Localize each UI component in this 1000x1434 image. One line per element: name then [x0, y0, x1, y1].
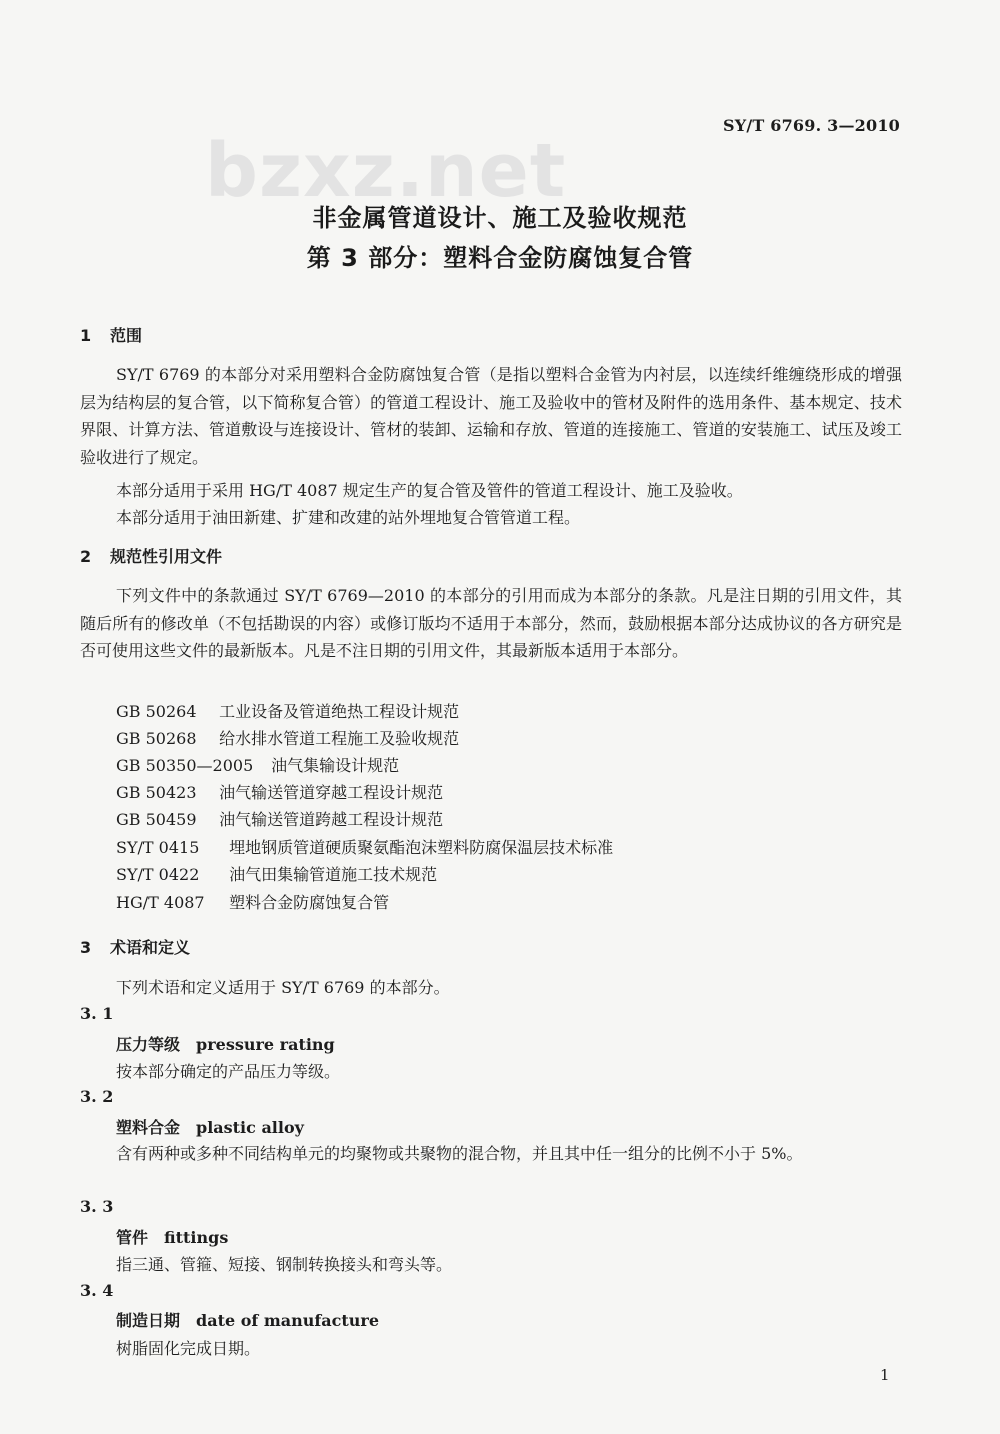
reference-code: SY/T 0422 — [116, 865, 200, 884]
scope-paragraph-2: 本部分适用于采用 HG/T 4087 规定生产的复合管及管件的管道工程设计、施工及验收。 — [116, 481, 743, 500]
reference-code: GB 50264 — [116, 702, 197, 721]
reference-name: 油气集输设计规范 — [271, 756, 400, 775]
watermark: bzxz.net — [205, 128, 567, 214]
references-intro: 下列文件中的条款通过 SY/T 6769—2010 的本部分的引用而成为本部分的条款。凡是注日期的引用文件，其随后所有的修改单（不包括勘误的内容）或修订版均不适用于本部分，然而，鼓励根据本部分达成协议的各方研究是否可使用这些文件的最新版本。凡是不注日期的引用文件，其最新版本适用于本部分。 — [80, 586, 902, 660]
term-definition: 含有两种或多种不同结构单元的均聚物或共聚物的混合物，并且其中任一组分的比例不小于 5%。 — [116, 1144, 803, 1163]
term-chinese: 管件 — [116, 1228, 149, 1247]
term-heading — [116, 1115, 304, 1138]
document-title-line1: 非金属管道设计、施工及验收规范 — [312, 204, 688, 232]
term-english: fittings — [164, 1228, 229, 1247]
section-title: 范围 — [110, 326, 143, 345]
term-heading — [116, 1225, 228, 1248]
reference-name: 油气田集输管道施工技术规范 — [229, 865, 438, 884]
reference-name: 油气输送管道穿越工程设计规范 — [219, 783, 444, 802]
section-heading-3 — [80, 935, 190, 958]
reference-item — [116, 699, 459, 722]
standard-code: SY/T 6769. 3—2010 — [722, 116, 900, 135]
section-number: 1 — [80, 326, 92, 345]
scope-paragraph-3: 本部分适用于油田新建、扩建和改建的站外埋地复合管管道工程。 — [116, 508, 581, 527]
reference-code: GB 50268 — [116, 729, 197, 748]
term-heading — [116, 1032, 335, 1055]
term-heading — [116, 1308, 379, 1331]
section-number: 2 — [80, 547, 92, 566]
term-definition: 树脂固化完成日期。 — [116, 1339, 261, 1358]
term-number: 3. 2 — [80, 1087, 114, 1106]
section-heading-2 — [80, 544, 222, 567]
term-definition: 按本部分确定的产品压力等级。 — [116, 1062, 341, 1081]
reference-item — [116, 835, 613, 858]
scope-paragraph-1: SY/T 6769 的本部分对采用塑料合金防腐蚀复合管（是指以塑料合金管为内衬层，以连续纤维缠绕形成的增强层为结构层的复合管，以下简称复合管）的管道工程设计、施工及验收中的管材及附件的选用条件、基本规定、技术界限、计算方法、管道敷设与连接设计、管材的装卸、运输和存放、管道的连接施工、管道的安装施工、试压及竣工验收进行了规定。 — [80, 365, 902, 467]
reference-name: 工业设备及管道绝热工程设计规范 — [219, 702, 460, 721]
reference-code: HG/T 4087 — [116, 893, 205, 912]
reference-name: 塑料合金防腐蚀复合管 — [229, 893, 390, 912]
term-chinese: 压力等级 — [116, 1035, 181, 1054]
term-english: plastic alloy — [196, 1118, 304, 1137]
reference-name: 油气输送管道跨越工程设计规范 — [219, 810, 444, 829]
term-english: pressure rating — [196, 1035, 335, 1054]
reference-code: GB 50350—2005 — [116, 756, 254, 775]
terms-intro: 下列术语和定义适用于 SY/T 6769 的本部分。 — [116, 978, 450, 997]
section-heading-1 — [80, 323, 142, 346]
document-title-line2: 第 3 部分：塑料合金防腐蚀复合管 — [306, 244, 694, 272]
section-title: 术语和定义 — [110, 938, 191, 957]
section-title: 规范性引用文件 — [110, 547, 223, 566]
reference-code: GB 50423 — [116, 783, 197, 802]
reference-item — [116, 807, 443, 830]
reference-code: SY/T 0415 — [116, 838, 200, 857]
reference-name: 埋地钢质管道硬质聚氨酯泡沫塑料防腐保温层技术标准 — [229, 838, 614, 857]
term-definition: 指三通、管箍、短接、钢制转换接头和弯头等。 — [116, 1255, 453, 1274]
reference-item — [116, 890, 389, 913]
term-number: 3. 3 — [80, 1197, 114, 1216]
reference-item — [116, 780, 443, 803]
section-number: 3 — [80, 938, 92, 957]
reference-item — [116, 726, 459, 749]
term-english: date of manufacture — [196, 1311, 380, 1330]
term-chinese: 塑料合金 — [116, 1118, 181, 1137]
term-chinese: 制造日期 — [116, 1311, 181, 1330]
term-number: 3. 4 — [80, 1281, 114, 1300]
reference-item — [116, 753, 399, 776]
reference-item — [116, 862, 437, 885]
reference-name: 给水排水管道工程施工及验收规范 — [219, 729, 460, 748]
page-number: 1 — [880, 1366, 890, 1384]
term-number: 3. 1 — [80, 1004, 114, 1023]
reference-code: GB 50459 — [116, 810, 197, 829]
